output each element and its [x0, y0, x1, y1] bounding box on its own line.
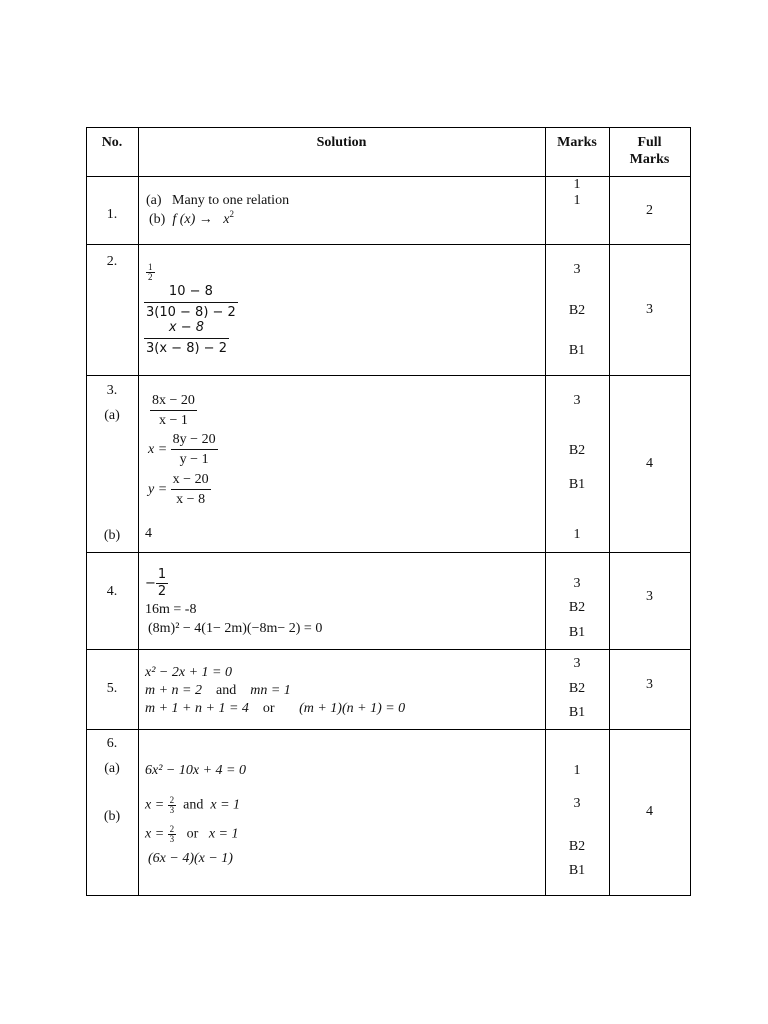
- mark: B1: [568, 625, 586, 640]
- row-divider: [86, 649, 691, 650]
- q1-b-x: x: [223, 212, 230, 227]
- q5-l2c: mn = 1: [250, 683, 291, 698]
- part-label: (b): [103, 809, 121, 824]
- q2-f2-num: x − 8: [168, 320, 205, 335]
- header-no: No.: [101, 135, 123, 150]
- header-marks: Marks: [557, 135, 597, 150]
- q1-b-f: f: [172, 212, 177, 227]
- q6-b2-or: or: [186, 826, 199, 842]
- q6-b2-rhs: x = 1: [208, 826, 239, 842]
- table-border-bottom: [86, 895, 691, 896]
- q5-l3c: (m + 1)(n + 1) = 0: [299, 701, 406, 716]
- q3-line-2: [148, 433, 218, 467]
- question-number: 4.: [106, 584, 118, 599]
- q3-b-answer: 4: [145, 526, 152, 541]
- question-number: 6.: [106, 736, 118, 751]
- q6-b2-num: 2: [169, 824, 175, 834]
- q3-f2-den: y − 1: [171, 449, 218, 467]
- row-divider: [86, 244, 691, 245]
- q3-f1-den: x − 1: [150, 410, 197, 428]
- q1-part-b: [149, 209, 234, 228]
- q2-fraction-2: [144, 321, 229, 356]
- q5-line-3: [145, 701, 405, 717]
- column-divider-marks: [609, 127, 610, 896]
- q6-b-line-3: (6x − 4)(x − 1): [148, 851, 233, 866]
- q6-a-line: 6x² − 10x + 4 = 0: [145, 763, 246, 778]
- part-label: (b): [103, 528, 121, 543]
- question-number: 5.: [106, 681, 118, 696]
- table-border-right: [690, 127, 691, 896]
- mark: 3: [573, 656, 581, 671]
- q2-half-den: 2: [148, 272, 153, 282]
- mark: B1: [568, 863, 586, 878]
- q3-line-3: [148, 473, 211, 507]
- q3-l3-lhs: y =: [148, 482, 168, 498]
- q3-f2-num: 8y − 20: [172, 432, 216, 447]
- q6-b1-den: 3: [169, 805, 175, 815]
- q4-line-3: (8m)² − 4(1− 2m)(−8m− 2) = 0: [148, 621, 323, 636]
- mark: 3: [573, 576, 581, 591]
- full-mark: 3: [646, 302, 653, 317]
- q5-line-1: x² − 2x + 1 = 0: [145, 665, 232, 680]
- full-mark: 3: [646, 589, 653, 604]
- q3-f3-num: x − 20: [172, 472, 209, 487]
- q1-b-exponent: 2: [229, 209, 234, 219]
- q6-b1-rhs: x = 1: [210, 797, 241, 813]
- full-mark: 2: [646, 203, 653, 218]
- q3-f3-den: x − 8: [171, 489, 211, 507]
- q4-half-num: 1: [157, 567, 167, 582]
- part-label: (a): [104, 408, 120, 423]
- table-border-top: [86, 127, 691, 128]
- row-divider: [86, 375, 691, 376]
- mark: 1: [573, 763, 581, 778]
- column-divider-solution: [545, 127, 546, 896]
- mark: B2: [568, 839, 586, 854]
- q4-half-den: 2: [157, 584, 167, 599]
- header-full-marks-line2: Marks: [629, 152, 670, 167]
- q6-b1-lhs: x =: [145, 797, 165, 813]
- q6-b2-den: 3: [169, 834, 175, 844]
- mark: B1: [568, 705, 586, 720]
- q5-line-2: [145, 683, 291, 699]
- mark: 3: [573, 796, 581, 811]
- q2-half-num: 1: [148, 262, 153, 272]
- part-label: (a): [104, 761, 120, 776]
- arrow-icon: →: [198, 212, 213, 227]
- column-divider-no: [138, 127, 139, 896]
- full-mark: 4: [646, 804, 653, 819]
- q3-line-1: [150, 394, 197, 428]
- q1-b-paren: (x): [179, 212, 196, 227]
- mark: B2: [568, 600, 586, 615]
- mark: B2: [568, 443, 586, 458]
- header-solution: Solution: [316, 135, 367, 150]
- q2-fraction-1: [144, 285, 238, 320]
- q3-f1-num: 8x − 20: [152, 393, 195, 408]
- question-number: 3.: [106, 383, 118, 398]
- row-divider: [86, 729, 691, 730]
- question-number: 2.: [106, 254, 118, 269]
- q2-half: [146, 263, 155, 282]
- mark: 1: [573, 193, 581, 208]
- q4-neg: −: [145, 576, 156, 591]
- q6-b1-num: 2: [169, 795, 175, 805]
- full-mark: 3: [646, 677, 653, 692]
- q6-b1-and: and: [183, 797, 204, 813]
- part-label: (b): [149, 212, 166, 227]
- full-mark: 4: [646, 456, 653, 471]
- q1-part-a: [146, 193, 289, 209]
- row-divider: [86, 552, 691, 553]
- mark: B2: [568, 681, 586, 696]
- q6-b-line-1: [145, 796, 240, 815]
- q5-l3a: m + 1 + n + 1 = 4: [145, 701, 249, 716]
- q5-l3b: or: [262, 701, 275, 716]
- q5-l2a: m + n = 2: [145, 683, 203, 698]
- question-number: 1.: [106, 207, 118, 222]
- marking-scheme-table: [86, 127, 691, 896]
- mark: B1: [568, 343, 586, 358]
- q2-f1-num: 10 − 8: [168, 284, 213, 299]
- mark: 1: [573, 177, 581, 192]
- q2-f1-den: 3(10 − 8) − 2: [144, 302, 238, 320]
- q2-f2-den: 3(x − 8) − 2: [144, 338, 229, 356]
- header-full-marks-line1: Full: [637, 135, 662, 150]
- mark: B1: [568, 477, 586, 492]
- q6-b2-lhs: x =: [145, 826, 165, 842]
- table-border-left: [86, 127, 87, 896]
- part-label: (a): [146, 193, 162, 208]
- q6-b-line-2: [145, 825, 239, 844]
- q1-a-text: Many to one relation: [172, 193, 290, 208]
- mark: 3: [573, 262, 581, 277]
- mark: B2: [568, 303, 586, 318]
- q3-l2-lhs: x =: [148, 442, 168, 458]
- mark: 1: [573, 527, 581, 542]
- q4-line-2: 16m = -8: [145, 602, 197, 617]
- q5-l2b: and: [216, 683, 237, 698]
- q4-line-1: [145, 568, 168, 599]
- mark: 3: [573, 393, 581, 408]
